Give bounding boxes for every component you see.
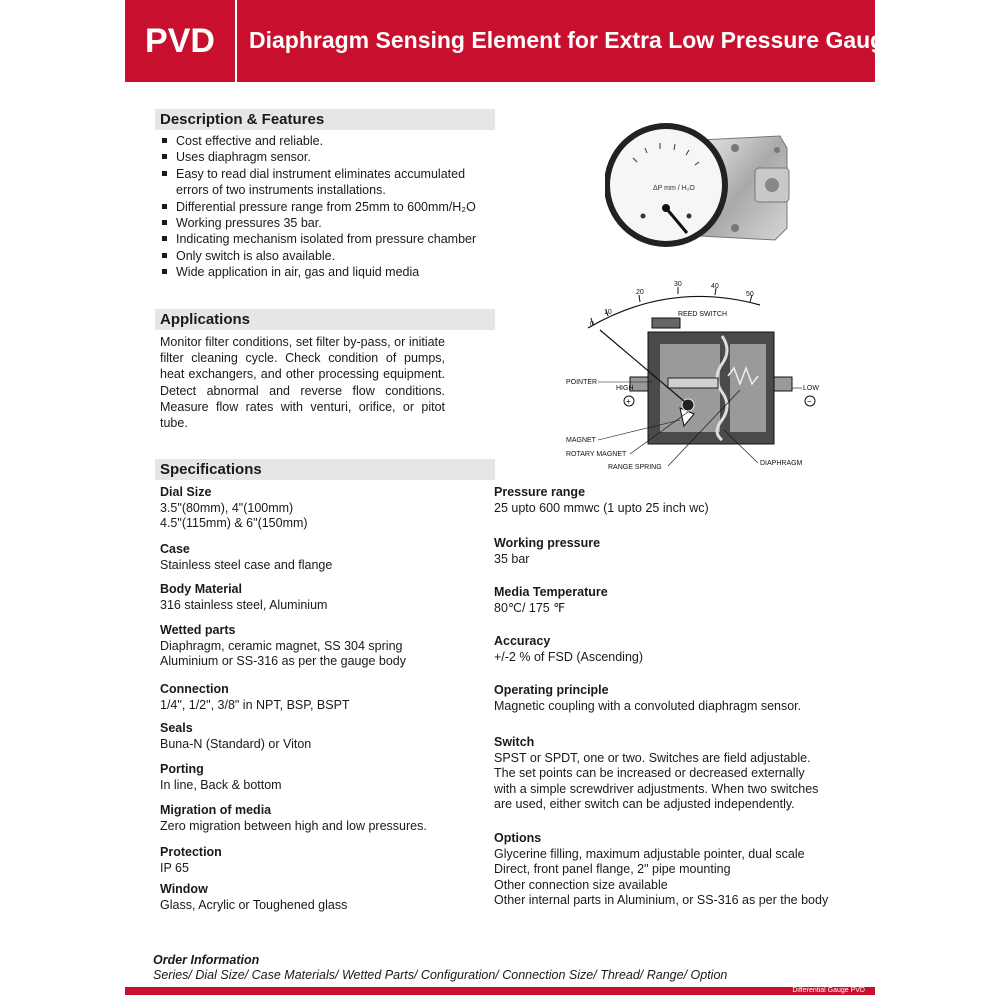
spec-label: Operating principle (494, 683, 609, 697)
spec-label: Case (160, 542, 190, 556)
scale-label: 10 (604, 309, 612, 316)
spec-switch (494, 735, 818, 813)
spec-label: Options (494, 831, 542, 845)
spec-value: SPST or SPDT, one or two. Switches are field adjustable. The set points can be increased or decreased externally with a simple screwdriver adjustments. When two switches are used, either switch can be adjusted independently. (494, 750, 819, 811)
feature-item: Easy to read dial instrument eliminates accumulated errors of two instruments installations. (160, 166, 500, 199)
feature-item: Working pressures 35 bar. (160, 215, 500, 231)
spec-label: Seals (160, 721, 193, 735)
rotary-magnet-label: ROTARY MAGNET (566, 451, 627, 458)
spec-accuracy (494, 634, 643, 665)
spec-pressure-range (494, 485, 709, 516)
spec-body-material (160, 582, 327, 613)
spec-label: Working pressure (494, 536, 601, 550)
scale-label: 30 (674, 281, 682, 288)
header-banner (125, 0, 898, 82)
spec-label: Window (160, 882, 208, 896)
spec-working-pressure (494, 536, 600, 567)
spec-value: Glycerine filling, maximum adjustable pointer, dual scale Direct, front panel flange, 2" pipe mounting Other connection size available Other internal parts in Aluminium, or SS-316 as per the body (494, 846, 829, 907)
features-list (160, 133, 500, 281)
spec-value: 316 stainless steel, Aluminium (160, 597, 328, 612)
reed-switch-label: REED SWITCH (678, 311, 727, 318)
spec-value: Glass, Acrylic or Toughened glass (160, 897, 348, 912)
scale-label: 50 (746, 291, 754, 298)
low-label: LOW (803, 385, 819, 392)
gauge-photo (605, 118, 795, 253)
plus-sign: + (626, 397, 631, 406)
order-code-text: Series/ Dial Size/ Case Materials/ Wetted Parts/ Configuration/ Connection Size/ Thread/ Range/ Option (153, 968, 728, 982)
spec-seals (160, 721, 311, 752)
spec-value: 80℃/ 175 ℉ (494, 600, 566, 615)
spec-value: +/-2 % of FSD (Ascending) (494, 649, 644, 664)
page-title: Diaphragm Sensing Element for Extra Low Pressure Gauge (249, 27, 898, 53)
spec-label: Accuracy (494, 634, 551, 648)
cross-section-diagram (560, 280, 835, 475)
spec-connection (160, 682, 350, 713)
spec-dial-size (160, 485, 308, 532)
description-heading: Description & Features (155, 109, 495, 130)
feature-item: Indicating mechanism isolated from pressure chamber (160, 231, 500, 247)
spec-label: Protection (160, 845, 222, 859)
spec-label: Connection (160, 682, 229, 696)
scale-label: 0 (590, 321, 594, 328)
feature-item: Only switch is also available. (160, 248, 500, 264)
product-code: PVD (145, 22, 215, 60)
spec-label: Switch (494, 735, 535, 749)
spec-porting (160, 762, 282, 793)
scale-label: 40 (711, 283, 719, 290)
spec-options (494, 831, 828, 909)
spec-value: Stainless steel case and flange (160, 557, 333, 572)
scale-label: 20 (636, 289, 644, 296)
spec-label: Dial Size (160, 485, 212, 499)
spec-value: Magnetic coupling with a convoluted diaphragm sensor. (494, 698, 802, 713)
spec-label: Pressure range (494, 485, 586, 499)
spec-value: 3.5"(80mm), 4"(100mm) 4.5"(115mm) & 6"(150mm) (160, 500, 308, 530)
feature-item: Cost effective and reliable. (160, 133, 500, 149)
spec-migration (160, 803, 427, 834)
feature-item: Differential pressure range from 25mm to 600mm/H₂O (160, 199, 500, 215)
spec-media-temperature (494, 585, 608, 616)
spec-value: In line, Back & bottom (160, 777, 282, 792)
applications-text: Monitor filter conditions, set filter by-pass, or initiate filter cleaning cycle. Check condition of pumps, heat exchangers, and other processing equipment. Detect abnormal and reverse flow conditions. Measure flow rates with venturi, orifice, or pitot tube. (160, 335, 445, 431)
spec-window (160, 882, 347, 913)
spec-operating-principle (494, 683, 801, 714)
pointer-label: POINTER (566, 379, 598, 386)
spec-label: Body Material (160, 582, 242, 596)
spec-wetted-parts (160, 623, 406, 670)
spec-value: Buna-N (Standard) or Viton (160, 736, 312, 751)
spec-value: IP 65 (160, 860, 189, 875)
spec-label: Porting (160, 762, 204, 776)
magnet-label: MAGNET (566, 437, 596, 444)
applications-heading: Applications (155, 309, 495, 330)
spec-case (160, 542, 332, 573)
spec-value: 1/4", 1/2", 3/8" in NPT, BSP, BSPT (160, 697, 350, 712)
spec-value: 35 bar (494, 551, 530, 566)
diaphragm-label: DIAPHRAGM (760, 460, 803, 467)
spec-protection (160, 845, 222, 876)
minus-sign: − (807, 397, 812, 406)
footer-bar (125, 987, 875, 995)
order-label: Order Information (153, 953, 260, 967)
feature-item: Uses diaphragm sensor. (160, 149, 500, 165)
specifications-heading: Specifications (155, 459, 495, 480)
spec-value: 25 upto 600 mmwc (1 upto 25 inch wc) (494, 500, 709, 515)
spec-label: Media Temperature (494, 585, 608, 599)
range-spring-label: RANGE SPRING (608, 464, 662, 471)
spec-label: Migration of media (160, 803, 272, 817)
spec-label: Wetted parts (160, 623, 236, 637)
order-information (153, 953, 727, 983)
header-divider (235, 0, 237, 82)
high-label: HIGH (616, 385, 634, 392)
feature-item: Wide application in air, gas and liquid media (160, 264, 500, 280)
spec-value: Diaphragm, ceramic magnet, SS 304 spring Aluminium or SS-316 as per the gauge body (160, 638, 406, 668)
spec-value: Zero migration between high and low pressures. (160, 818, 427, 833)
gauge-dial-text: ΔP mm / H₂O (653, 185, 695, 192)
footer-text: Differential Gauge PVD (792, 987, 865, 994)
